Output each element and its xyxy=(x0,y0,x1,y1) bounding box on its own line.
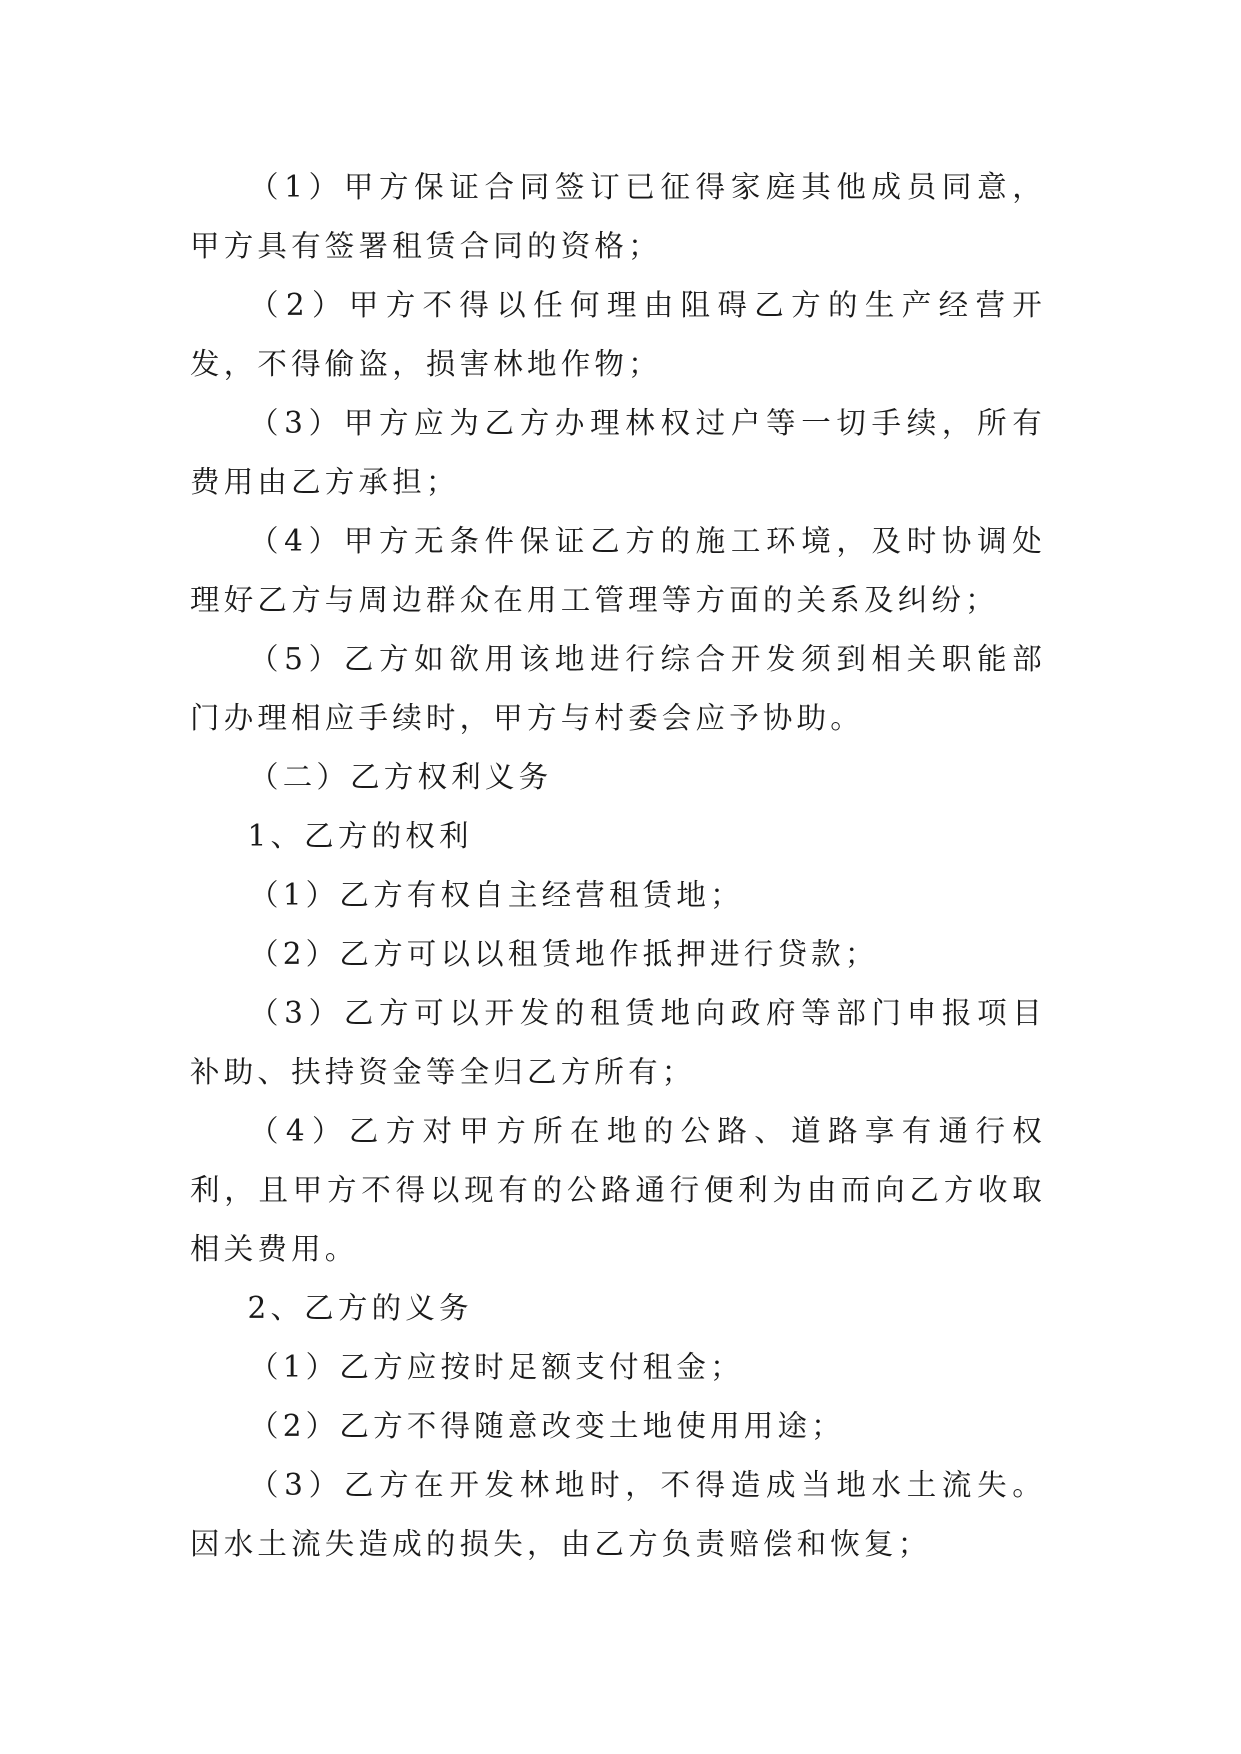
clause-paragraph: （1）乙方有权自主经营租赁地； xyxy=(249,878,744,912)
clause-paragraph: （3）乙方在开发林地时，不得造成当地水土流失。因水土流失造成的损失，由乙方负责赔偿和恢复； xyxy=(190,1468,1046,1561)
section-heading: （二）乙方权利义务 xyxy=(249,760,553,794)
clause-paragraph: （4）甲方无条件保证乙方的施工环境，及时协调处理好乙方与周边群众在用工管理等方面的关系及纠纷； xyxy=(190,524,1046,617)
clause-paragraph: （4）乙方对甲方所在地的公路、道路享有通行权利，且甲方不得以现有的公路通行便利为由而向乙方收取相关费用。 xyxy=(190,1114,1046,1266)
clause-paragraph: （2）乙方可以以租赁地作抵押进行贷款； xyxy=(249,937,879,971)
subsection-heading: 2、乙方的义务 xyxy=(247,1291,473,1325)
clause-paragraph: （3）甲方应为乙方办理林权过户等一切手续，所有费用由乙方承担； xyxy=(190,406,1046,499)
subsection-heading: 1、乙方的权利 xyxy=(247,819,473,853)
document-body xyxy=(190,158,1046,1574)
clause-paragraph: （3）乙方可以开发的租赁地向政府等部门申报项目补助、扶持资金等全归乙方所有； xyxy=(190,996,1046,1089)
clause-paragraph: （1）乙方应按时足额支付租金； xyxy=(249,1350,744,1384)
clause-paragraph: （1）甲方保证合同签订已征得家庭其他成员同意，甲方具有签署租赁合同的资格； xyxy=(190,170,1046,263)
clause-paragraph: （2）甲方不得以任何理由阻碍乙方的生产经营开发，不得偷盗，损害林地作物； xyxy=(190,288,1046,381)
clause-paragraph: （5）乙方如欲用该地进行综合开发须到相关职能部门办理相应手续时，甲方与村委会应予协助。 xyxy=(190,642,1046,735)
clause-paragraph: （2）乙方不得随意改变土地使用用途； xyxy=(249,1409,845,1443)
